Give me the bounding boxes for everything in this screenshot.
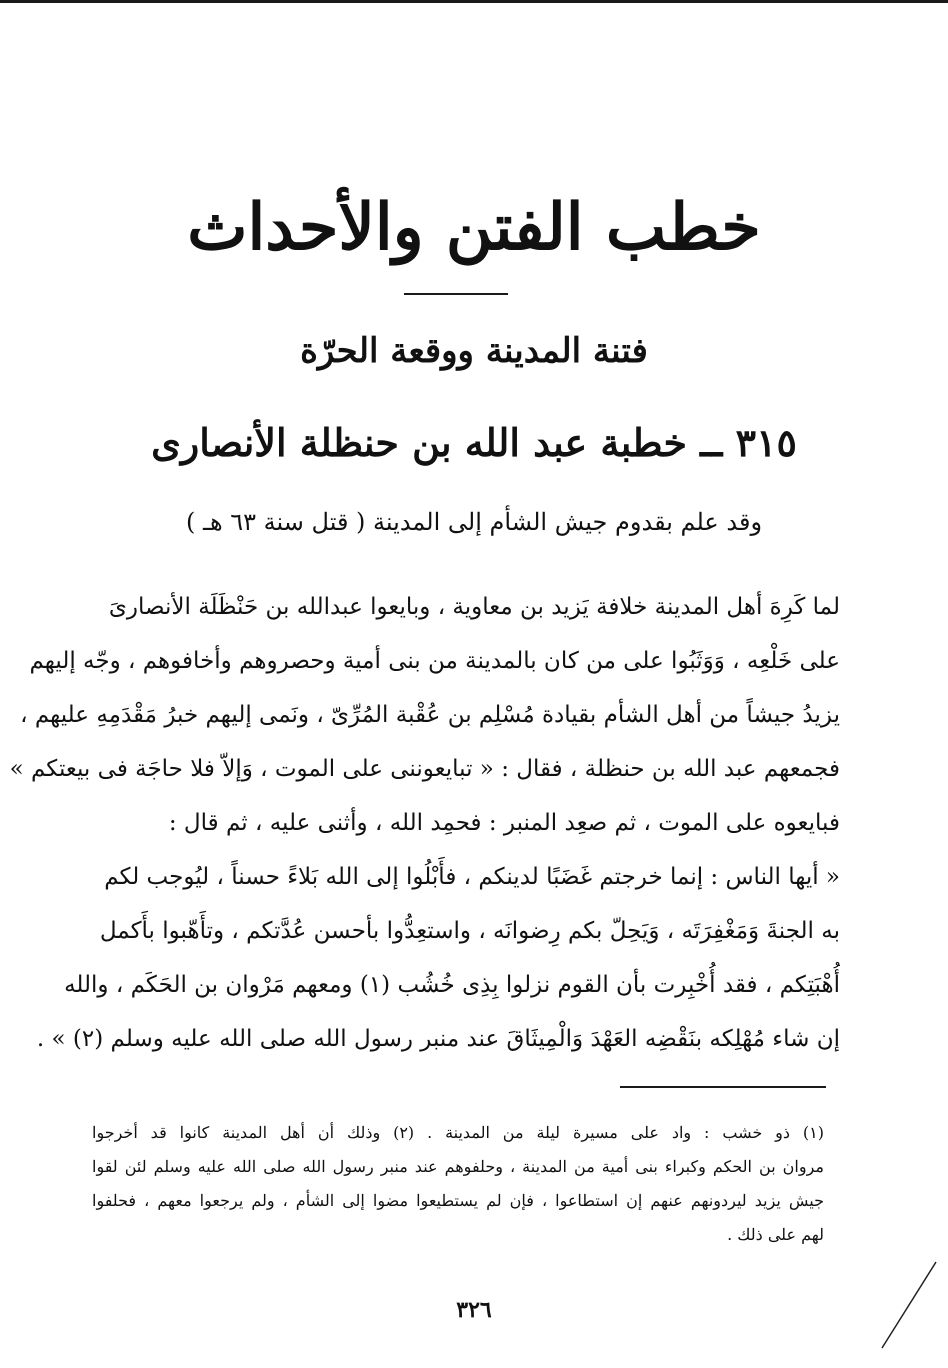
body-line: « أيها الناس : إنما خرجتم غَضَبًا لدينكم ، فأَبْلُوا إلى الله بَلاءً حسناً ، ليُوجب لكم [104, 864, 840, 890]
body-line: على خَلْعِه ، وَوَثَبُوا على من كان بالمدينة من بنى أمية وحصروهم وأخافوهم ، وجّه إليهم [29, 648, 840, 674]
footnote-line: مروان بن الحكم وكبراء بنى أمية من المدينة ، وحلفوهم عند منبر رسول الله صلى الله عليه وسلم لئن لقوا [92, 1157, 824, 1176]
top-border [0, 0, 948, 3]
chapter-title: خطب الفتن والأحداث [187, 190, 761, 265]
body-line: فجمعهم عبد الله بن حنظلة ، فقال : « تبايعوننى على الموت ، وَإلاّ فلا حاجَة فى بيعتكم » [9, 756, 840, 782]
body-line: لما كَرِهَ أهل المدينة خلافة يَزيد بن معاوية ، وبايعوا عبدالله بن حَنْظَلَة الأنصارىَ [108, 594, 840, 620]
body-line: إن شاء مُهْلِكه بنَقْضِه العَهْدَ وَالْمِيثَاقَ عند منبر رسول الله صلى الله عليه وسلم (٢) » . [36, 1026, 840, 1052]
sermon-title: ٣١٥ ــ خطبة عبد الله بن حنظلة الأنصارى [151, 420, 797, 465]
footnote-line: لهم على ذلك . [727, 1225, 824, 1244]
title-divider [404, 293, 508, 295]
sermon-subtitle: وقد علم بقدوم جيش الشأم إلى المدينة ( قتل سنة ٦٣ هـ ) [185, 508, 763, 536]
body-line: به الجنةَ وَمَغْفِرَتَه ، وَيَحِلّ بكم رِضوانَه ، واستعِدُّوا بأحسن عُدَّتكم ، وتأَهّبوا بأَكمل [99, 918, 840, 944]
footnotes [92, 1116, 824, 1252]
section-title: فتنة المدينة ووقعة الحرّة [300, 331, 648, 371]
footnote-divider [620, 1086, 826, 1088]
corner-scratch-mark [878, 1260, 938, 1350]
body-line: يزيدُ جيشاً من أهل الشأم بقيادة مُسْلِم بن عُقْبة المُرِّىّ ، ونَمى إليهم خبرُ مَقْدَمِهِ عليهم ، [20, 702, 840, 728]
footnote-line: جيش يزيد ليردونهم عنهم إن استطاعوا ، فإن لم يستطيعوا مضوا إلى الشأم ، ولم يرجعوا معهم ، فحلفوا [92, 1191, 824, 1210]
body-line: فبايعوه على الموت ، ثم صعِد المنبر : فحمِد الله ، وأثنى عليه ، ثم قال : [168, 810, 840, 836]
body-line: أُهْبَتِكم ، فقد أُخْبِرت بأن القوم نزلوا بِذِى خُشُب (١) ومعهم مَرْوان بن الحَكَم ، والله [64, 972, 840, 998]
page-number: ٣٢٦ [456, 1297, 492, 1323]
footnote-line: (١) ذو خشب : واد على مسيرة ليلة من المدينة . (٢) وذلك أن أهل المدينة كانوا قد أخرجوا [92, 1123, 824, 1142]
body-text [9, 580, 840, 1066]
